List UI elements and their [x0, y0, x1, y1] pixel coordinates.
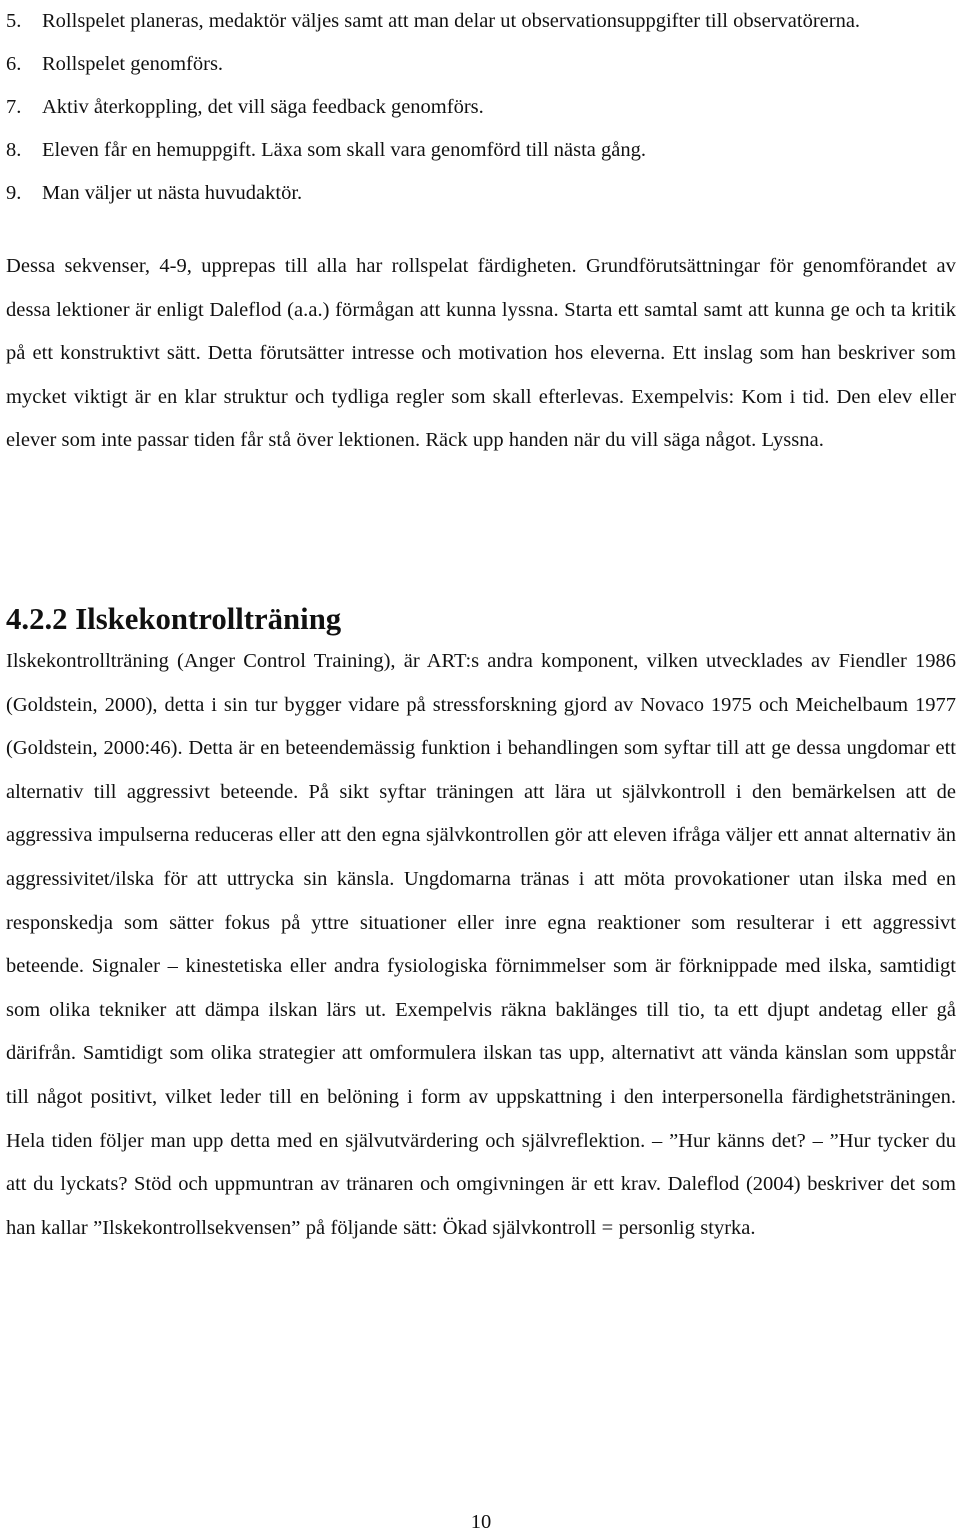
list-item — [6, 43, 956, 86]
list-item — [6, 172, 956, 215]
list-item — [6, 129, 956, 172]
section-body-paragraph: Ilskekontrollträning (Anger Control Training), är ART:s andra komponent, vilken utvecklades av Fiendler 1986 (Goldstein, 2000), detta i sin tur bygger vidare på stressforskning gjord av Novaco 1975 och Meichelbaum 1977 (Goldstein, 2000:46). Detta är en beteendemässig funktion i behandlingen som syftar till att ge dessa ungdomar ett alternativ till aggressivt beteende. På sikt syftar träningen att lära ut självkontroll i den bemärkelsen att de aggressiva impulserna reduceras eller att den egna självkontrollen gör att eleven ifråga väljer ett annat alternativ än aggressivitet/ilska för att uttrycka sin känsla. Ungdomarna tränas i att möta provokationer utan ilska med en responskedja som sätter fokus på yttre situationer eller inre egna reaktioner som resulterar i ett aggressivt beteende. Signaler – kinestetiska eller andra fysiologiska förnimmelser som är förknippade med ilska, samtidigt som olika tekniker att dämpa ilskan lärs ut. Exempelvis räkna baklänges till tio, ta ett djupt andetag eller gå därifrån. Samtidigt som olika strategier att omformulera ilskan tas upp, alternativt att vända känslan som uppstår till något positivt, vilket leder till en belöning i form av uppskattning i den interpersonella färdighetsträningen. Hela tiden följer man upp detta med en självutvärdering och självreflektion. – ”Hur känns det? – ”Hur tycker du att du lyckats? Stöd och uppmuntran av tränaren och omgivningen är ett krav. Daleflod (2004) beskriver det som han kallar ”Ilskekontrollsekvensen” på följande sätt: Ökad självkontroll = personlig styrka. — [6, 650, 956, 1239]
intro-paragraph: Dessa sekvenser, 4-9, upprepas till alla har rollspelat färdigheten. Grundförutsättningar för genomförandet av dessa lektioner är enligt Daleflod (a.a.) förmågan att kunna lyssna. Starta ett samtal samt att kunna ge och ta kritik på ett konstruktivt sätt. Detta förutsätter intresse och motivation hos eleverna. Ett inslag som han beskriver som mycket viktigt är en klar struktur och tydliga regler som skall efterlevas. Exempelvis: Kom i tid. Den elev eller elever som inte passar tiden får stå över lektionen. Räck upp handen när du vill säga något. Lyssna. — [6, 255, 956, 452]
list-item-number: 8. — [6, 139, 22, 161]
list-item-text: Eleven får en hemuppgift. Läxa som skall vara genomförd till nästa gång. — [42, 139, 646, 161]
list-item — [6, 86, 956, 129]
page-number: 10 — [470, 1511, 492, 1533]
list-item-text: Rollspelet planeras, medaktör väljes samt att man delar ut observationsuppgifter till observatörerna. — [42, 10, 861, 32]
list-item-number: 5. — [6, 10, 22, 32]
section-heading: 4.2.2 Ilskekontrollträning — [6, 602, 342, 636]
list-item-text: Rollspelet genomförs. — [42, 53, 224, 75]
list-item-text: Aktiv återkoppling, det vill säga feedback genomförs. — [42, 96, 484, 118]
list-item-number: 7. — [6, 96, 22, 118]
list-item-number: 9. — [6, 182, 22, 204]
numbered-list — [6, 0, 956, 215]
list-item — [6, 0, 956, 43]
list-item-text: Man väljer ut nästa huvudaktör. — [42, 182, 303, 204]
list-item-number: 6. — [6, 53, 22, 75]
